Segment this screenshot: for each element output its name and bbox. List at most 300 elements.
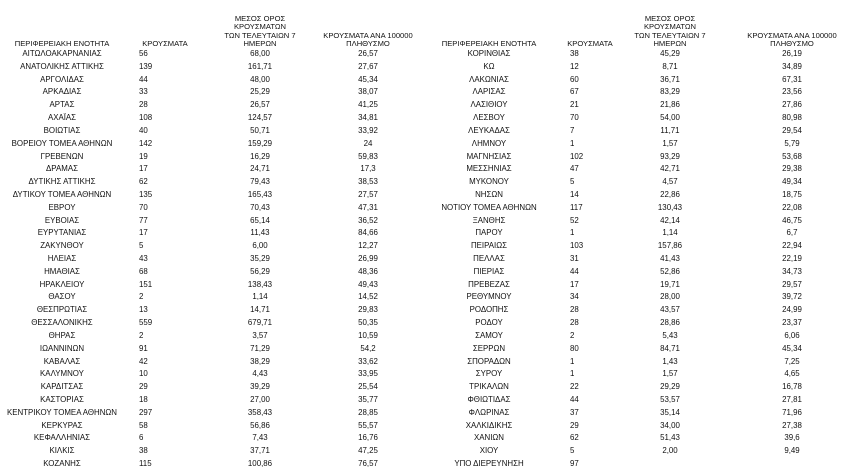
avg-cell: 36,71 bbox=[660, 74, 680, 84]
per100k-cell: 55,57 bbox=[358, 420, 378, 430]
table-row bbox=[425, 343, 850, 356]
region-cell: ΜΕΣΣΗΝΙΑΣ bbox=[466, 164, 512, 174]
avg-cell: 159,29 bbox=[247, 138, 273, 148]
avg-cell: 19,71 bbox=[660, 279, 680, 289]
region-cell: ΣΕΡΡΩΝ bbox=[472, 343, 506, 353]
table-row bbox=[425, 176, 850, 189]
per100k-cell: 71,96 bbox=[782, 407, 802, 417]
cases-cell: 1 bbox=[570, 228, 575, 238]
table-row bbox=[0, 407, 425, 420]
region-cell: ΧΑΛΚΙΔΙΚΗΣ bbox=[465, 420, 513, 430]
cases-cell: 115 bbox=[139, 459, 152, 468]
avg-cell: 14,71 bbox=[250, 305, 270, 315]
cases-cell: 60 bbox=[570, 74, 579, 84]
avg-cell: 39,29 bbox=[250, 382, 270, 392]
per100k-cell: 29,57 bbox=[782, 279, 802, 289]
cases-cell: 1 bbox=[570, 369, 575, 379]
region-cell: ΝΟΤΙΟΥ ΤΟΜΕΑ ΑΘΗΝΩΝ bbox=[441, 202, 537, 212]
table-row bbox=[425, 125, 850, 138]
avg-cell: 48,00 bbox=[250, 74, 270, 84]
avg-cell: 2,00 bbox=[662, 446, 678, 456]
cases-cell: 17 bbox=[139, 164, 148, 174]
per100k-cell: 10,59 bbox=[358, 330, 378, 340]
table-row bbox=[425, 215, 850, 228]
table-row bbox=[425, 48, 850, 61]
avg-cell: 157,86 bbox=[657, 241, 683, 251]
cases-cell: 151 bbox=[139, 279, 153, 289]
header-avg bbox=[210, 14, 310, 48]
right-rows bbox=[425, 48, 850, 471]
cases-cell: 5 bbox=[570, 446, 575, 456]
region-cell: ΥΠΟ ΔΙΕΡΕΥΝΗΣΗ bbox=[454, 459, 524, 468]
per100k-cell: 22,08 bbox=[782, 202, 802, 212]
per100k-cell: 35,77 bbox=[358, 394, 378, 404]
avg-cell: 37,71 bbox=[250, 446, 270, 456]
per100k-cell: 18,75 bbox=[782, 189, 802, 199]
left-rows bbox=[0, 48, 425, 471]
table-row bbox=[0, 125, 425, 138]
per100k-cell: 27,38 bbox=[782, 420, 802, 430]
cases-cell: 38 bbox=[139, 446, 148, 456]
table-row bbox=[425, 407, 850, 420]
region-cell: ΖΑΚΥΝΘΟΥ bbox=[40, 241, 84, 251]
cases-cell: 117 bbox=[570, 202, 583, 212]
per100k-cell: 49,43 bbox=[358, 279, 378, 289]
region-cell: ΠΡΕΒΕΖΑΣ bbox=[468, 279, 510, 289]
cases-cell: 44 bbox=[139, 74, 148, 84]
header-avg-line3: ΗΜΕΡΩΝ bbox=[243, 38, 277, 48]
cases-cell: 14 bbox=[570, 189, 579, 199]
region-cell: ΚΑΛΥΜΝΟΥ bbox=[40, 369, 84, 379]
cases-cell: 297 bbox=[139, 407, 153, 417]
per100k-cell: 23,56 bbox=[782, 87, 802, 97]
cases-cell: 28 bbox=[570, 305, 579, 315]
region-cell: ΗΡΑΚΛΕΙΟΥ bbox=[39, 279, 85, 289]
per100k-cell: 38,07 bbox=[358, 87, 378, 97]
cases-cell: 2 bbox=[139, 292, 144, 302]
per100k-cell: 16,76 bbox=[358, 433, 378, 443]
avg-cell: 53,57 bbox=[660, 394, 680, 404]
per100k-cell: 22,94 bbox=[782, 241, 802, 251]
table-row bbox=[0, 227, 425, 240]
table-row bbox=[0, 381, 425, 394]
region-cell: ΘΕΣΣΑΛΟΝΙΚΗΣ bbox=[31, 318, 93, 328]
table-row bbox=[0, 215, 425, 228]
region-cell: ΤΡΙΚΑΛΩΝ bbox=[469, 382, 509, 392]
avg-cell: 11,71 bbox=[660, 125, 680, 135]
header-region bbox=[0, 14, 124, 48]
per100k-cell: 24 bbox=[363, 138, 373, 148]
header-per100k bbox=[318, 14, 418, 48]
avg-cell: 8,71 bbox=[662, 61, 678, 71]
per100k-cell: 27,81 bbox=[782, 394, 802, 404]
per100k-cell: 26,19 bbox=[782, 49, 802, 58]
avg-cell: 71,29 bbox=[250, 343, 270, 353]
cases-cell: 17 bbox=[139, 228, 148, 238]
per100k-cell: 29,83 bbox=[358, 305, 378, 315]
avg-cell: 16,29 bbox=[250, 151, 270, 161]
per100k-cell: 33,95 bbox=[358, 369, 378, 379]
per100k-cell: 34,81 bbox=[358, 113, 378, 123]
per100k-cell: 67,31 bbox=[782, 74, 802, 84]
avg-cell: 21,86 bbox=[660, 100, 680, 110]
per100k-cell: 29,54 bbox=[782, 125, 802, 135]
table-row bbox=[0, 61, 425, 74]
avg-cell: 42,14 bbox=[660, 215, 680, 225]
cases-cell: 62 bbox=[139, 177, 148, 187]
per100k-cell: 17,3 bbox=[360, 164, 376, 174]
table-row bbox=[0, 253, 425, 266]
per100k-cell: 26,99 bbox=[358, 254, 378, 263]
table-row bbox=[425, 99, 850, 112]
per100k-cell: 39,6 bbox=[784, 433, 800, 443]
table-row bbox=[425, 86, 850, 99]
avg-cell: 22,86 bbox=[660, 189, 680, 199]
per100k-cell: 41,25 bbox=[358, 100, 378, 110]
region-cell: ΓΡΕΒΕΝΩΝ bbox=[40, 151, 84, 161]
cases-cell: 43 bbox=[139, 254, 148, 263]
per100k-cell: 28,85 bbox=[358, 407, 378, 417]
avg-cell: 54,00 bbox=[660, 113, 680, 123]
region-cell: ΧΙΟΥ bbox=[479, 446, 499, 456]
avg-cell: 45,29 bbox=[660, 49, 680, 58]
header-per100k bbox=[740, 14, 844, 48]
header-avg-line2: ΤΩΝ ΤΕΛΕΥΤΑΙΩΝ 7 bbox=[634, 30, 706, 40]
per100k-cell: 46,75 bbox=[782, 215, 802, 225]
per100k-cell: 84,66 bbox=[358, 228, 378, 238]
avg-cell: 1,14 bbox=[662, 228, 678, 238]
region-cell: ΚΕΝΤΡΙΚΟΥ ΤΟΜΕΑ ΑΘΗΝΩΝ bbox=[6, 407, 118, 417]
cases-cell: 18 bbox=[139, 394, 148, 404]
avg-cell: 50,71 bbox=[250, 125, 270, 135]
table-row bbox=[0, 202, 425, 215]
cases-cell: 108 bbox=[139, 113, 153, 123]
cases-cell: 12 bbox=[570, 61, 579, 71]
avg-cell: 165,43 bbox=[247, 189, 273, 199]
table-row bbox=[425, 317, 850, 330]
region-cell: ΚΕΡΚΥΡΑΣ bbox=[41, 420, 83, 430]
region-cell: ΒΟΡΕΙΟΥ ΤΟΜΕΑ ΑΘΗΝΩΝ bbox=[11, 138, 113, 148]
avg-cell: 3,57 bbox=[252, 330, 268, 340]
per100k-cell: 39,72 bbox=[782, 292, 802, 302]
header-cases-label: ΚΡΟΥΣΜΑΤΑ bbox=[142, 38, 188, 48]
avg-cell: 28,00 bbox=[660, 292, 680, 302]
per100k-cell: 29,38 bbox=[782, 164, 802, 174]
avg-cell: 38,29 bbox=[250, 356, 270, 366]
avg-cell: 358,43 bbox=[247, 407, 273, 417]
cases-cell: 38 bbox=[570, 49, 579, 58]
avg-cell: 84,71 bbox=[660, 343, 680, 353]
per100k-cell: 6,06 bbox=[784, 330, 800, 340]
cases-cell: 70 bbox=[570, 113, 579, 123]
avg-cell: 124,57 bbox=[247, 113, 273, 123]
avg-cell: 1,57 bbox=[662, 369, 678, 379]
avg-cell: 35,14 bbox=[660, 407, 680, 417]
cases-cell: 44 bbox=[570, 266, 579, 276]
header-cases bbox=[555, 14, 625, 48]
region-cell: ΦΘΙΩΤΙΔΑΣ bbox=[467, 394, 511, 404]
cases-cell: 77 bbox=[139, 215, 148, 225]
table-row bbox=[0, 291, 425, 304]
cases-cell: 31 bbox=[570, 254, 579, 263]
region-cell: ΧΑΝΙΩΝ bbox=[473, 433, 504, 443]
table-row bbox=[425, 266, 850, 279]
region-cell: ΚΕΦΑΛΛΗΝΙΑΣ bbox=[33, 433, 91, 443]
region-cell: ΡΟΔΟΥ bbox=[475, 318, 503, 328]
avg-cell: 56,86 bbox=[250, 420, 270, 430]
cases-cell: 67 bbox=[570, 87, 579, 97]
per100k-cell: 53,68 bbox=[782, 151, 802, 161]
avg-cell: 100,86 bbox=[247, 459, 273, 468]
table-row bbox=[425, 227, 850, 240]
table-row bbox=[0, 266, 425, 279]
avg-cell: 679,71 bbox=[247, 318, 273, 328]
table-row bbox=[0, 458, 425, 471]
table-row bbox=[425, 356, 850, 369]
header-avg-line1: ΜΕΣΟΣ ΟΡΟΣ ΚΡΟΥΣΜΑΤΩΝ bbox=[233, 14, 287, 32]
per100k-cell: 54,2 bbox=[360, 343, 376, 353]
per100k-cell: 48,36 bbox=[358, 266, 378, 276]
table-row bbox=[425, 138, 850, 151]
per100k-cell: 24,99 bbox=[782, 305, 802, 315]
avg-cell: 65,14 bbox=[250, 215, 270, 225]
region-cell: ΑΧΑΪΑΣ bbox=[47, 113, 77, 123]
table-row bbox=[0, 86, 425, 99]
region-cell: ΙΩΑΝΝΙΝΩΝ bbox=[39, 343, 85, 353]
avg-cell: 27,00 bbox=[250, 394, 270, 404]
cases-cell: 13 bbox=[139, 305, 148, 315]
avg-cell: 68,00 bbox=[250, 49, 270, 58]
table-row bbox=[425, 420, 850, 433]
avg-cell: 25,29 bbox=[250, 87, 270, 97]
table-row bbox=[0, 356, 425, 369]
per100k-cell: 47,25 bbox=[358, 446, 378, 456]
table-row bbox=[0, 432, 425, 445]
header-per-line2: ΠΛΗΘΥΣΜΟ bbox=[770, 38, 814, 48]
per100k-cell: 16,78 bbox=[782, 382, 802, 392]
per100k-cell: 45,34 bbox=[358, 74, 378, 84]
cases-cell: 5 bbox=[570, 177, 575, 187]
region-cell: ΕΥΡΥΤΑΝΙΑΣ bbox=[37, 228, 87, 238]
region-cell: ΜΥΚΟΝΟΥ bbox=[469, 177, 509, 187]
table-row bbox=[0, 240, 425, 253]
region-cell: ΔΡΑΜΑΣ bbox=[46, 164, 78, 174]
avg-cell: 41,43 bbox=[660, 254, 680, 263]
cases-cell: 80 bbox=[570, 343, 579, 353]
per100k-cell: 50,35 bbox=[358, 318, 378, 328]
per100k-cell: 4,65 bbox=[784, 369, 800, 379]
region-cell: ΣΑΜΟΥ bbox=[475, 330, 503, 340]
table-row bbox=[425, 458, 850, 471]
header-avg-line2: ΤΩΝ ΤΕΛΕΥΤΑΙΩΝ 7 bbox=[224, 30, 296, 40]
table-row bbox=[425, 74, 850, 87]
table-row bbox=[0, 138, 425, 151]
table-row bbox=[0, 317, 425, 330]
cases-cell: 142 bbox=[139, 138, 153, 148]
region-cell: ΛΑΣΙΘΙΟΥ bbox=[470, 100, 508, 110]
avg-cell: 24,71 bbox=[250, 164, 270, 174]
table-row bbox=[425, 112, 850, 125]
region-cell: ΗΜΑΘΙΑΣ bbox=[44, 266, 80, 276]
region-cell: ΑΝΑΤΟΛΙΚΗΣ ΑΤΤΙΚΗΣ bbox=[20, 61, 104, 71]
per100k-cell: 34,89 bbox=[782, 61, 802, 71]
cases-cell: 17 bbox=[570, 279, 579, 289]
table-row bbox=[425, 202, 850, 215]
avg-cell: 51,43 bbox=[660, 433, 680, 443]
table-row bbox=[425, 445, 850, 458]
cases-cell: 52 bbox=[570, 215, 579, 225]
cases-cell: 7 bbox=[570, 125, 575, 135]
per100k-cell: 7,25 bbox=[784, 356, 800, 366]
region-cell: ΚΟΡΙΝΘΙΑΣ bbox=[467, 49, 511, 58]
avg-cell: 34,00 bbox=[660, 420, 680, 430]
region-cell: ΣΠΟΡΑΔΩΝ bbox=[467, 356, 511, 366]
per100k-cell: 25,54 bbox=[358, 382, 378, 392]
header-region-label: ΠΕΡΙΦΕΡΕΙΑΚΗ ΕΝΟΤΗΤΑ bbox=[441, 38, 537, 48]
table-row bbox=[0, 48, 425, 61]
table-row bbox=[0, 330, 425, 343]
table-row bbox=[425, 330, 850, 343]
avg-cell: 7,43 bbox=[252, 433, 268, 443]
per100k-cell: 59,83 bbox=[358, 151, 378, 161]
per100k-cell: 12,27 bbox=[358, 241, 378, 251]
cases-cell: 1 bbox=[570, 356, 575, 366]
cases-cell: 22 bbox=[570, 382, 579, 392]
avg-cell: 4,43 bbox=[252, 369, 268, 379]
per100k-cell: 33,62 bbox=[358, 356, 378, 366]
per100k-cell: 47,31 bbox=[358, 202, 378, 212]
region-cell: ΘΕΣΠΡΩΤΙΑΣ bbox=[36, 305, 88, 315]
avg-cell: 93,29 bbox=[660, 151, 680, 161]
avg-cell: 70,43 bbox=[250, 202, 270, 212]
cases-cell: 44 bbox=[570, 394, 579, 404]
cases-cell: 42 bbox=[139, 356, 148, 366]
header-per-line1: ΚΡΟΥΣΜΑΤΑ ΑΝΑ 100000 bbox=[323, 30, 413, 40]
avg-cell: 29,29 bbox=[660, 382, 680, 392]
per100k-cell: 49,34 bbox=[782, 177, 802, 187]
table-row bbox=[0, 343, 425, 356]
region-cell: ΔΥΤΙΚΗΣ ΑΤΤΙΚΗΣ bbox=[28, 177, 96, 187]
region-cell: ΕΒΡΟΥ bbox=[48, 202, 76, 212]
avg-cell: 42,71 bbox=[660, 164, 680, 174]
table-row bbox=[425, 61, 850, 74]
per100k-cell: 9,49 bbox=[784, 446, 800, 456]
region-cell: ΡΕΘΥΜΝΟΥ bbox=[466, 292, 512, 302]
cases-cell: 28 bbox=[139, 100, 148, 110]
region-cell: ΚΑΣΤΟΡΙΑΣ bbox=[40, 394, 84, 404]
table-row bbox=[425, 432, 850, 445]
per100k-cell: 45,34 bbox=[782, 343, 802, 353]
header-avg bbox=[620, 14, 720, 48]
cases-cell: 68 bbox=[139, 266, 148, 276]
region-cell: ΚΩ bbox=[483, 61, 495, 71]
per100k-cell: 5,79 bbox=[784, 138, 800, 148]
cases-cell: 58 bbox=[139, 420, 148, 430]
avg-cell: 56,29 bbox=[250, 266, 270, 276]
table-row bbox=[425, 291, 850, 304]
region-cell: ΑΡΚΑΔΙΑΣ bbox=[42, 87, 82, 97]
table-row bbox=[0, 189, 425, 202]
region-cell: ΦΛΩΡΙΝΑΣ bbox=[468, 407, 510, 417]
avg-cell: 1,57 bbox=[662, 138, 678, 148]
table-row bbox=[0, 304, 425, 317]
region-cell: ΚΙΛΚΙΣ bbox=[49, 446, 75, 456]
region-cell: ΡΟΔΟΠΗΣ bbox=[469, 305, 509, 315]
region-cell: ΘΑΣΟΥ bbox=[48, 292, 76, 302]
cases-cell: 62 bbox=[570, 433, 579, 443]
header-region bbox=[425, 14, 553, 48]
per100k-cell: 27,67 bbox=[358, 61, 378, 71]
avg-cell: 28,86 bbox=[660, 318, 680, 328]
header-per-line1: ΚΡΟΥΣΜΑΤΑ ΑΝΑ 100000 bbox=[747, 30, 837, 40]
region-cell: ΝΗΣΩΝ bbox=[475, 189, 503, 199]
cases-cell: 97 bbox=[570, 459, 579, 468]
region-cell: ΕΥΒΟΙΑΣ bbox=[44, 215, 80, 225]
cases-cell: 40 bbox=[139, 125, 148, 135]
cases-cell: 56 bbox=[139, 49, 148, 58]
table-row bbox=[425, 304, 850, 317]
avg-cell: 26,57 bbox=[250, 100, 270, 110]
cases-cell: 37 bbox=[570, 407, 579, 417]
per100k-cell: 26,57 bbox=[358, 49, 378, 58]
table-row bbox=[425, 368, 850, 381]
cases-cell: 21 bbox=[570, 100, 579, 110]
cases-cell: 103 bbox=[570, 241, 584, 251]
region-cell: ΛΑΚΩΝΙΑΣ bbox=[469, 74, 509, 84]
cases-cell: 91 bbox=[139, 343, 148, 353]
avg-cell: 1,43 bbox=[662, 356, 678, 366]
table-row bbox=[425, 189, 850, 202]
region-cell: ΠΕΛΛΑΣ bbox=[473, 254, 505, 263]
cases-cell: 47 bbox=[570, 164, 579, 174]
region-cell: ΗΛΕΙΑΣ bbox=[47, 254, 77, 263]
region-cell: ΛΕΣΒΟΥ bbox=[473, 113, 505, 123]
table-row bbox=[0, 445, 425, 458]
region-cell: ΘΗΡΑΣ bbox=[48, 330, 76, 340]
table-row bbox=[0, 99, 425, 112]
avg-cell: 130,43 bbox=[657, 202, 683, 212]
avg-cell: 1,14 bbox=[252, 292, 268, 302]
region-cell: ΜΑΓΝΗΣΙΑΣ bbox=[466, 151, 512, 161]
avg-cell: 79,43 bbox=[250, 177, 270, 187]
region-cell: ΛΕΥΚΑΔΑΣ bbox=[468, 125, 510, 135]
region-cell: ΠΑΡΟΥ bbox=[475, 228, 503, 238]
avg-cell: 11,43 bbox=[250, 228, 270, 238]
region-cell: ΒΟΙΩΤΙΑΣ bbox=[43, 125, 81, 135]
cases-cell: 6 bbox=[139, 433, 144, 443]
avg-cell: 138,43 bbox=[247, 279, 273, 289]
cases-cell: 19 bbox=[139, 151, 148, 161]
table-row bbox=[0, 279, 425, 292]
region-cell: ΠΙΕΡΙΑΣ bbox=[473, 266, 505, 276]
header-cases-label: ΚΡΟΥΣΜΑΤΑ bbox=[567, 38, 613, 48]
per100k-cell: 27,57 bbox=[358, 189, 378, 199]
region-cell: ΚΑΡΔΙΤΣΑΣ bbox=[40, 382, 84, 392]
per100k-cell: 27,86 bbox=[782, 100, 802, 110]
cases-cell: 1 bbox=[570, 138, 575, 148]
table-row bbox=[425, 151, 850, 164]
table-row bbox=[0, 163, 425, 176]
cases-cell: 5 bbox=[139, 241, 144, 251]
region-cell: ΚΑΒΑΛΑΣ bbox=[43, 356, 81, 366]
table-row bbox=[0, 394, 425, 407]
avg-cell: 43,57 bbox=[660, 305, 680, 315]
per100k-cell: 76,57 bbox=[358, 459, 378, 468]
region-cell: ΞΑΝΘΗΣ bbox=[472, 215, 506, 225]
cases-cell: 2 bbox=[570, 330, 575, 340]
table-row bbox=[0, 74, 425, 87]
header-per-line2: ΠΛΗΘΥΣΜΟ bbox=[346, 38, 390, 48]
